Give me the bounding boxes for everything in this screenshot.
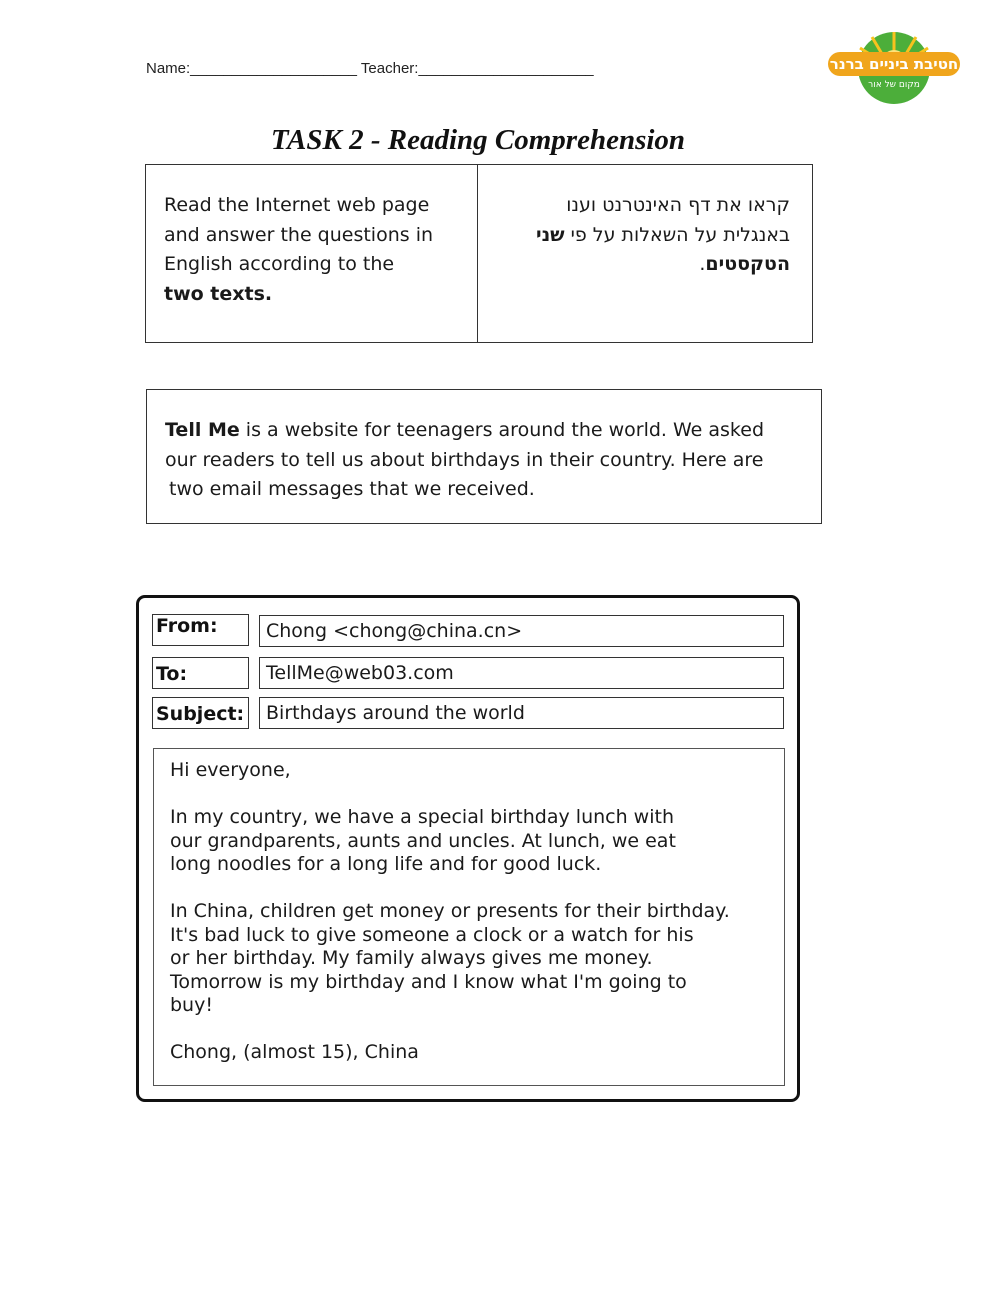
instructions-english-bold: two texts. <box>164 282 273 305</box>
email-message <box>136 595 800 1102</box>
subject-value: Birthdays around the world <box>259 697 784 729</box>
to-value: TellMe@web03.com <box>259 657 784 689</box>
instructions-hebrew-end: . <box>699 253 706 275</box>
instructions-english-text: Read the Internet web page and answer the questions in English according to the <box>164 194 434 275</box>
instructions-english <box>146 165 478 342</box>
page-title: TASK 2 - Reading Comprehension <box>270 124 686 156</box>
from-value: Chong <chong@china.cn> <box>259 615 784 647</box>
intro-box <box>146 389 822 524</box>
instructions-hebrew-text: קראו את דף האינטרנט וענו באנגלית על השאלות על פי <box>566 194 790 246</box>
intro-line1: is a website for teenagers around the world. We asked <box>239 419 765 441</box>
email-paragraph-2: In China, children get money or presents for their birthday. It's bad luck to give someone a clock or a watch for his or her birthday. My family always gives me money. Tomorrow is my birthday and I know what I'm going to buy! <box>170 900 730 1016</box>
intro-line2: our readers to tell us about birthdays in their country. Here are <box>165 448 764 471</box>
subject-label: Subject: <box>152 697 249 729</box>
instructions-hebrew-bold: שני הטקסטים <box>535 223 790 275</box>
email-greeting: Hi everyone, <box>170 759 291 781</box>
email-body <box>153 748 785 1086</box>
school-logo <box>826 22 962 108</box>
logo-tagline: מקום של אור <box>868 80 920 90</box>
name-teacher-line: Name:____________________ Teacher:_____________________ <box>146 60 594 77</box>
from-label: From: <box>152 614 249 646</box>
to-label: To: <box>152 657 249 689</box>
logo-name-text: חטיבת ביניים ברנר <box>829 55 959 73</box>
email-signature: Chong, (almost 15), China <box>170 1041 419 1063</box>
intro-line3: two email messages that we received. <box>169 478 535 500</box>
intro-bold: Tell Me <box>165 419 240 441</box>
instructions-hebrew <box>478 165 813 342</box>
email-paragraph-1: In my country, we have a special birthday lunch with our grandparents, aunts and uncles. At lunch, we eat long noodles for a long life and for good luck. <box>170 806 676 875</box>
instructions-box <box>145 164 813 343</box>
